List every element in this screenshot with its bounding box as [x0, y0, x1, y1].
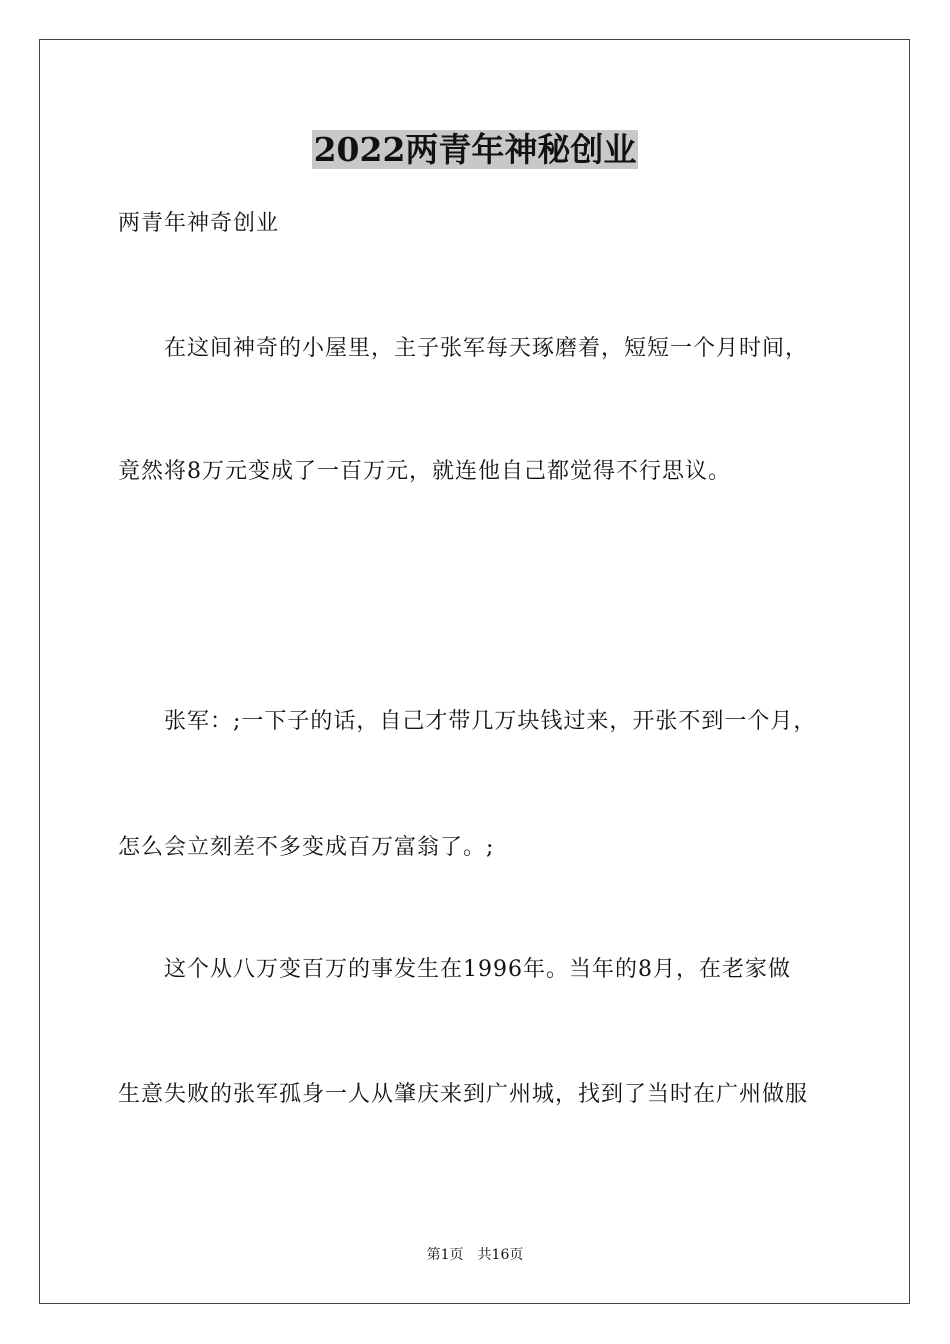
page-number-current: 第1页	[426, 1247, 464, 1263]
paragraph-line: 这个从八万变百万的事发生在1996年。当年的8月，在老家做	[164, 957, 791, 982]
page-number-total: 共16页	[477, 1247, 524, 1263]
page-footer	[0, 1245, 950, 1265]
paragraph-line: 怎么会立刻差不多变成百万富翁了。;	[118, 835, 495, 860]
paragraph-line: 张军：;一下子的话，自己才带几万块钱过来，开张不到一个月，	[164, 709, 817, 734]
paragraph-line: 竟然将8万元变成了一百万元，就连他自己都觉得不行思议。	[118, 459, 731, 484]
document-title	[0, 128, 950, 172]
document-title-text: 2022两青年神秘创业	[313, 130, 637, 169]
paragraph-line: 生意失败的张军孤身一人从肇庆来到广州城，找到了当时在广州做服	[118, 1082, 809, 1107]
paragraph-line: 在这间神奇的小屋里，主子张军每天琢磨着，短短一个月时间，	[164, 336, 809, 361]
document-subtitle: 两青年神奇创业	[118, 211, 280, 236]
